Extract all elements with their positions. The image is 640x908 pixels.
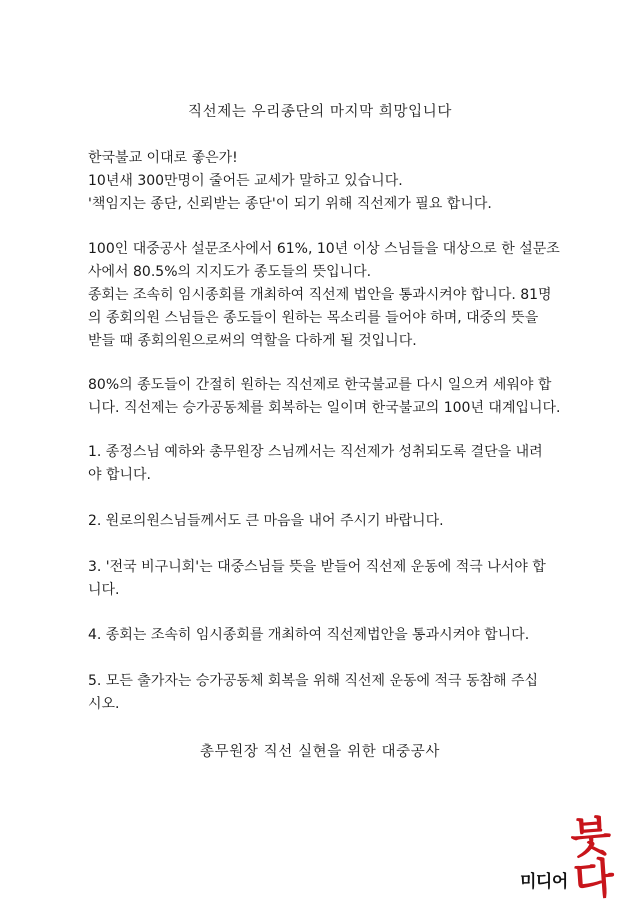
text-line: 80%의 종도들이 간절히 원하는 직선제로 한국불교를 다시 일으켜 세워야 합 — [88, 377, 552, 393]
text-line: 받들 때 종회의원으로써의 역할을 다하게 될 것입니다. — [88, 333, 417, 349]
text-line: 5. 모든 출가자는 승가공동체 회복을 위해 직선제 운동에 적극 동참해 주십 — [88, 673, 539, 689]
logo-big-text: 붓다 — [568, 811, 612, 905]
paragraph-survey — [88, 238, 558, 353]
text-line: 사에서 80.5%의 지지도가 종도들의 뜻입니다. — [88, 264, 372, 280]
text-line: 1. 종정스님 예하와 총무원장 스님께서는 직선제가 성취되도록 결단을 내려 — [88, 444, 543, 460]
list-item-3 — [88, 556, 558, 602]
text-line: 4. 종회는 조속히 임시종회를 개최하여 직선제법안을 통과시켜야 합니다. — [88, 627, 530, 643]
list-item-5 — [88, 670, 558, 716]
text-line: 100인 대중공사 설문조사에서 61%, 10년 이상 스님들을 대상으로 한 설문조 — [88, 241, 560, 257]
text-line: 2. 원로의원스님들께서도 큰 마음을 내어 주시기 바랍니다. — [88, 513, 444, 529]
paragraph-direct-election — [88, 374, 561, 420]
text-line: 한국불교 이대로 좋은가! — [88, 150, 238, 166]
text-line: '책임지는 종단, 신뢰받는 종단'이 되기 위해 직선제가 필요 합니다. — [88, 196, 492, 212]
text-line: 니다. — [88, 582, 120, 598]
text-line: 종회는 조속히 임시종회를 개최하여 직선제 법안을 통과시켜야 합니다. 81명 — [88, 287, 552, 303]
text-line: 3. '전국 비구니회'는 대중스님들 뜻을 받들어 직선제 운동에 적극 나서야 합 — [88, 559, 546, 575]
text-line: 야 합니다. — [88, 467, 151, 483]
text-line: 10년새 300만명이 줄어든 교세가 말하고 있습니다. — [88, 173, 403, 189]
list-item-2 — [88, 510, 558, 533]
text-line: 니다. 직선제는 승가공동체를 회복하는 일이며 한국불교의 100년 대계입니다. — [88, 400, 561, 416]
text-line: 시오. — [88, 696, 120, 712]
list-item-1 — [88, 441, 558, 487]
logo-small-text: 미디어 — [520, 872, 568, 892]
closing-signature: 총무원장 직선 실현을 위한 대중공사 — [200, 744, 440, 760]
paragraph-intro — [88, 147, 558, 216]
list-item-4 — [88, 624, 558, 647]
document-title: 직선제는 우리종단의 마지막 희망입니다 — [188, 104, 452, 120]
media-buddha-logo — [520, 811, 632, 905]
text-line: 의 종회의원 스님들은 종도들이 원하는 목소리를 들어야 하며, 대중의 뜻을 — [88, 310, 539, 326]
